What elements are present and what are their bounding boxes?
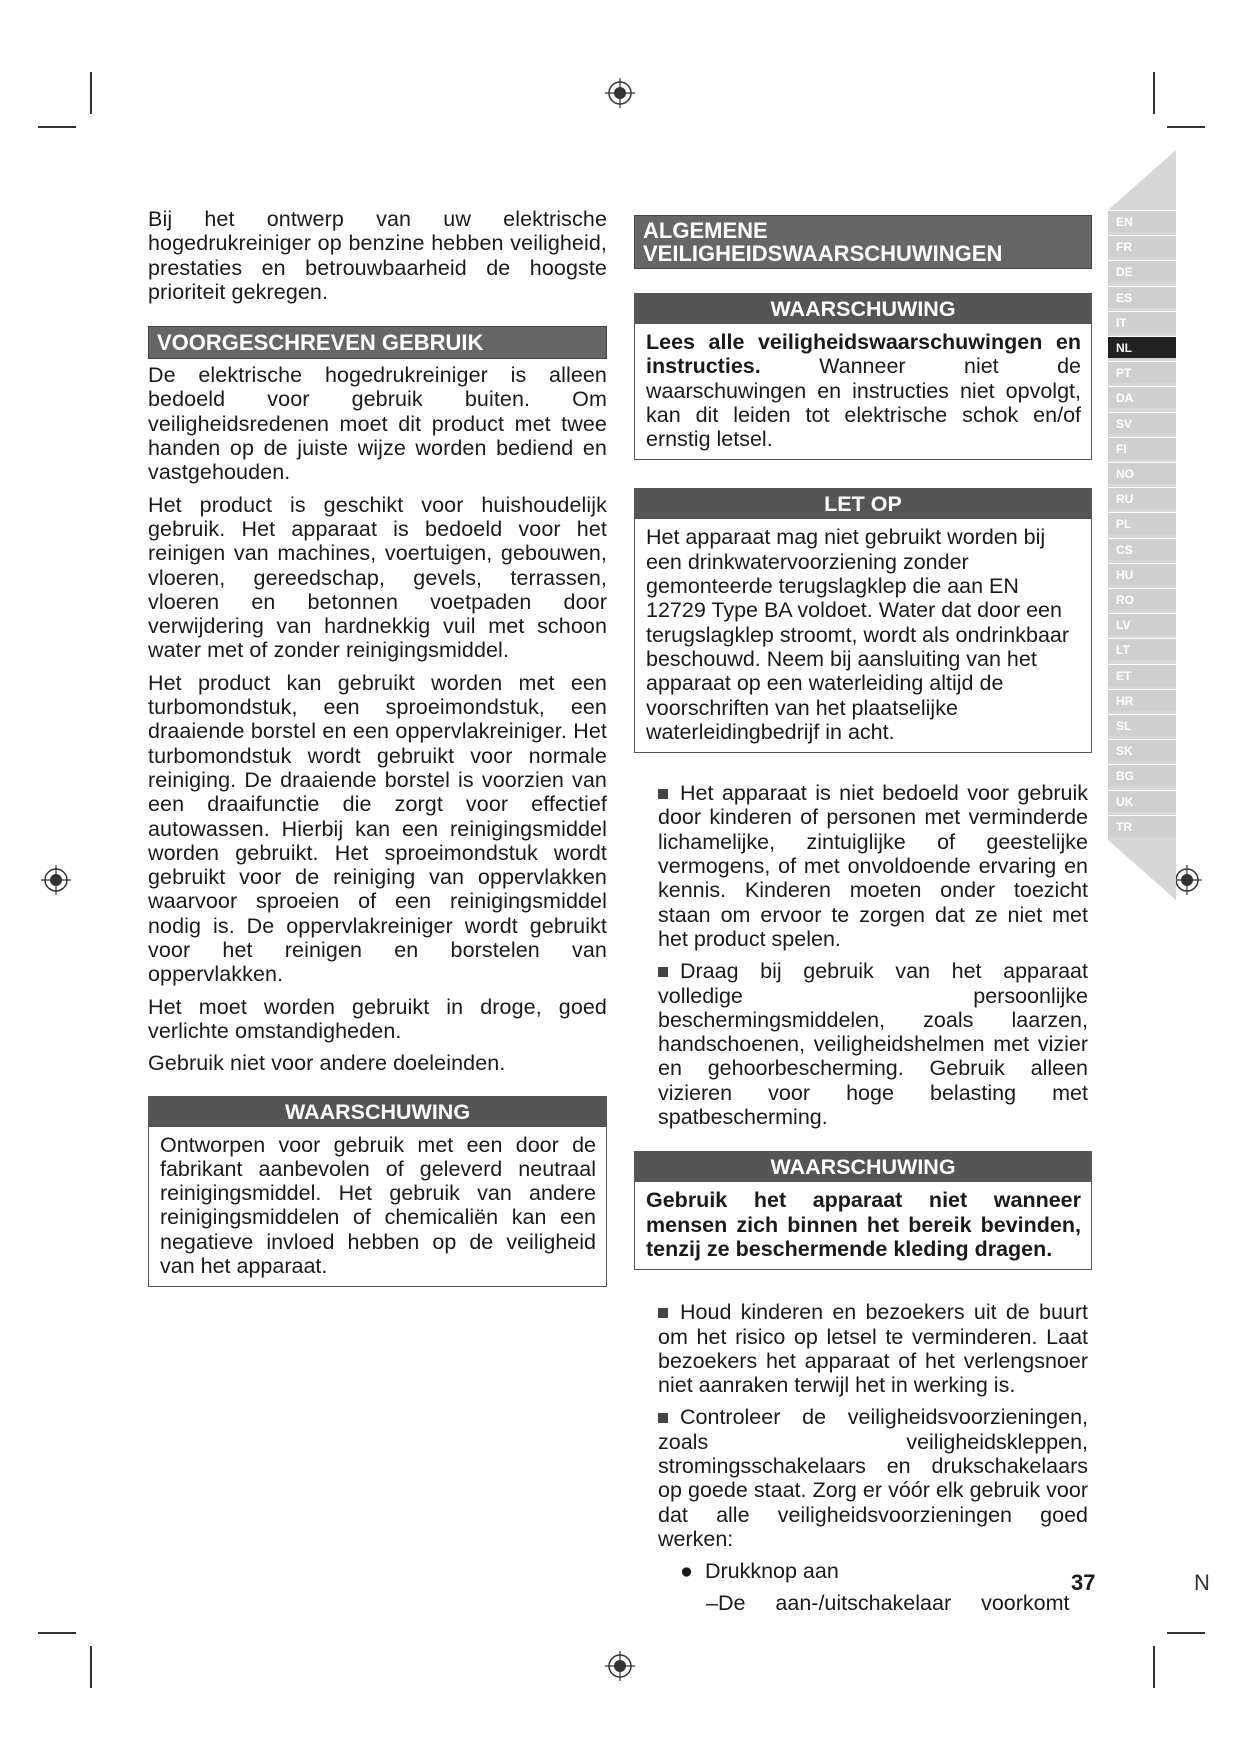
sub-sub-list-item bbox=[658, 1591, 1088, 1615]
section-title-line: ALGEMENE bbox=[643, 218, 768, 243]
warning-title: WAARSCHUWING bbox=[635, 1152, 1091, 1182]
language-tab-it[interactable]: IT bbox=[1108, 311, 1176, 333]
language-tab-pt[interactable]: PT bbox=[1108, 361, 1176, 383]
warning-bold-text: Lees alle veiligheidswaarschuwingen en instructies. bbox=[646, 330, 1081, 379]
paragraph: Het moet worden gebruikt in droge, goed verlichte omstandigheden. bbox=[148, 994, 607, 1043]
list-item-text: Controleer de veiligheidsvoorzieningen, zoals veiligheidskleppen, stromingsschakelaars en drukschakelaars op goede staat. Zorg er vóór elk gebruik voor dat alle veiligheidsvoorzieningen goed werken: bbox=[658, 1405, 1088, 1551]
section-title-line: VEILIGHEIDSWAARSCHUWINGEN bbox=[643, 241, 1003, 266]
language-tab-sk[interactable]: SK bbox=[1108, 739, 1176, 761]
warning-text: Gebruik het apparaat niet wanneer mensen zich binnen het bereik bevinden, tenzij ze beschermende kleding dragen. bbox=[646, 1188, 1081, 1261]
warning-title: WAARSCHUWING bbox=[149, 1097, 606, 1127]
list-item-text: Draag bij gebruik van het apparaat volledige persoonlijke beschermingsmiddelen, zoals laarzen, handschoenen, veiligheidshelmen met vizier en gehoorbescherming. Gebruik alleen vizieren voor hoge belasting met spatbescherming. bbox=[658, 959, 1088, 1130]
registration-mark-icon bbox=[605, 78, 635, 108]
language-tab-lt[interactable]: LT bbox=[1108, 638, 1176, 660]
language-tab-hu[interactable]: HU bbox=[1108, 563, 1176, 585]
round-bullet-icon: ● bbox=[680, 1559, 705, 1584]
paragraph: Gebruik niet voor andere doeleinden. bbox=[148, 1051, 506, 1076]
right-column bbox=[634, 215, 1092, 1624]
registration-mark-icon bbox=[41, 865, 71, 895]
page-number: 37 bbox=[1071, 1570, 1096, 1595]
language-tab-es[interactable]: ES bbox=[1108, 286, 1176, 308]
language-tab-bg[interactable]: BG bbox=[1108, 764, 1176, 786]
language-tab-hr[interactable]: HR bbox=[1108, 689, 1176, 711]
paragraph: Het product is geschikt voor huishoudelijk gebruik. Het apparaat is bedoeld voor het reinigen van machines, voertuigen, gebouwen, vloeren, gereedschap, gevels, terrassen, vloeren en betonnen voetpaden door verwijdering van hardnekkig vuil met schoon water met of zonder reinigingsmiddel. bbox=[148, 492, 607, 663]
warning-box bbox=[148, 1096, 607, 1288]
list-item-text: Houd kinderen en bezoekers uit de buurt om het risico op letsel te verminderen. Laat bezoekers het apparaat of het verlengsnoer niet aanraken terwijl het in werking is. bbox=[658, 1300, 1088, 1398]
list-item bbox=[658, 1300, 1088, 1397]
paragraph: De elektrische hogedrukreiniger is alleen bedoeld voor gebruik buiten. Om veiligheidsredenen moet dit product met twee handen op de juiste wijze worden bediend en vastgehouden. bbox=[148, 363, 607, 485]
warning-text: Wanneer niet de waarschuwingen en instructies niet opvolgt, kan dit leiden tot elektrische schok en/of ernstig letsel. bbox=[646, 354, 1081, 452]
square-bullet-icon bbox=[658, 789, 668, 799]
list-item bbox=[658, 1405, 1088, 1551]
caution-title: LET OP bbox=[635, 489, 1091, 519]
language-tab-sl[interactable]: SL bbox=[1108, 714, 1176, 736]
language-tab-tr[interactable]: TR bbox=[1108, 815, 1176, 837]
caution-box bbox=[634, 488, 1092, 753]
crop-mark bbox=[90, 1646, 92, 1688]
sub-list-item-text: Drukknop aan bbox=[704, 1559, 839, 1584]
language-tab-lv[interactable]: LV bbox=[1108, 613, 1176, 635]
registration-mark-icon bbox=[605, 1651, 635, 1681]
list-item bbox=[658, 781, 1088, 951]
language-tab-cs[interactable]: CS bbox=[1108, 538, 1176, 560]
section-title-intended-use: VOORGESCHREVEN GEBRUIK bbox=[148, 326, 607, 359]
language-tab-pl[interactable]: PL bbox=[1108, 512, 1176, 534]
registration-mark-icon bbox=[1172, 865, 1202, 895]
paragraph: Het product kan gebruikt worden met een turbomondstuk, een sproeimondstuk, een draaiende borstel en een oppervlakreiniger. Het turbomondstuk wordt gebruikt voor normale reiniging. De draaiende borstel is voorzien van een draaifunctie die zorgt voor effectief autowassen. Hierbij kan een reinigingsmiddel worden gebruikt. Het sproeimondstuk wordt gebruikt voor de reiniging van oppervlakken waarvoor sproeien of een reinigingsmiddel nodig is. De oppervlakreiniger wordt gebruikt voor het reinigen en borstelen van oppervlakken. bbox=[148, 670, 607, 987]
caution-text: Het apparaat mag niet gebruikt worden bij een drinkwatervoorziening zonder gemonteerde terugslagklep die aan EN 12729 Type BA voldoet. Water dat door een terugslagklep stroomt, wordt als ondrinkbaar beschouwd. Neem bij aansluiting van het apparaat op een waterleiding altijd de voorschriften van het plaatselijke waterleidingbedrijf in acht. bbox=[646, 525, 1070, 744]
language-tab-fi[interactable]: FI bbox=[1108, 437, 1176, 459]
intro-paragraph: Bij het ontwerp van uw elektrische hogedrukreiniger op benzine hebben veiligheid, prestaties en betrouwbaarheid de hoogste prioriteit gekregen. bbox=[148, 207, 607, 304]
sub-list-item bbox=[658, 1559, 1088, 1583]
language-tab-sv[interactable]: SV bbox=[1108, 412, 1176, 434]
bullet-list bbox=[634, 781, 1088, 1129]
square-bullet-icon bbox=[658, 1413, 668, 1423]
crop-mark bbox=[1153, 1646, 1155, 1688]
warning-text: Ontworpen voor gebruik met een door de fabrikant aanbevolen of geleverd neutraal reinigingsmiddel. Het gebruik van andere reinigingsmiddelen of chemicaliën kan een negatieve invloed hebben op de veiligheid van het apparaat. bbox=[160, 1132, 596, 1278]
warning-body bbox=[635, 324, 1091, 459]
warning-title: WAARSCHUWING bbox=[635, 294, 1091, 324]
language-tab-et[interactable]: ET bbox=[1108, 664, 1176, 686]
warning-box bbox=[634, 293, 1092, 460]
crop-mark bbox=[38, 1632, 76, 1634]
language-tabs bbox=[1108, 150, 1176, 900]
crop-mark bbox=[1167, 126, 1205, 128]
list-item-text: Het apparaat is niet bedoeld voor gebruik door kinderen of personen met verminderde lichamelijke, zintuiglijke of geestelijke vermogens, of met onvoldoende ervaring en kennis. Kinderen moeten onder toezicht staan om ervoor te zorgen dat ze niet met het product spelen. bbox=[658, 781, 1088, 951]
square-bullet-icon bbox=[658, 967, 668, 977]
edge-letter: N bbox=[1194, 1570, 1210, 1595]
warning-box bbox=[634, 1151, 1092, 1270]
list-item bbox=[658, 959, 1088, 1129]
language-tab-da[interactable]: DA bbox=[1108, 386, 1176, 408]
sub-sub-list-item-text: De aan-/uitschakelaar voorkomt bbox=[717, 1591, 1070, 1616]
crop-mark bbox=[1153, 72, 1155, 114]
language-tab-no[interactable]: NO bbox=[1108, 462, 1176, 484]
crop-mark bbox=[1167, 1632, 1205, 1634]
crop-mark bbox=[38, 126, 76, 128]
language-tab-ro[interactable]: RO bbox=[1108, 588, 1176, 610]
crop-mark bbox=[90, 72, 92, 114]
language-tab-nl[interactable]: NL bbox=[1108, 336, 1176, 358]
section-title-safety-warnings bbox=[634, 215, 1092, 269]
bullet-list bbox=[634, 1300, 1088, 1616]
left-column bbox=[148, 207, 607, 1287]
square-bullet-icon bbox=[658, 1308, 668, 1318]
language-tab-ru[interactable]: RU bbox=[1108, 487, 1176, 509]
language-tab-de[interactable]: DE bbox=[1108, 260, 1176, 282]
language-tab-uk[interactable]: UK bbox=[1108, 790, 1176, 812]
language-tab-en[interactable]: EN bbox=[1108, 210, 1176, 232]
language-tab-fr[interactable]: FR bbox=[1108, 235, 1176, 257]
dash-bullet-icon: – bbox=[706, 1591, 718, 1616]
